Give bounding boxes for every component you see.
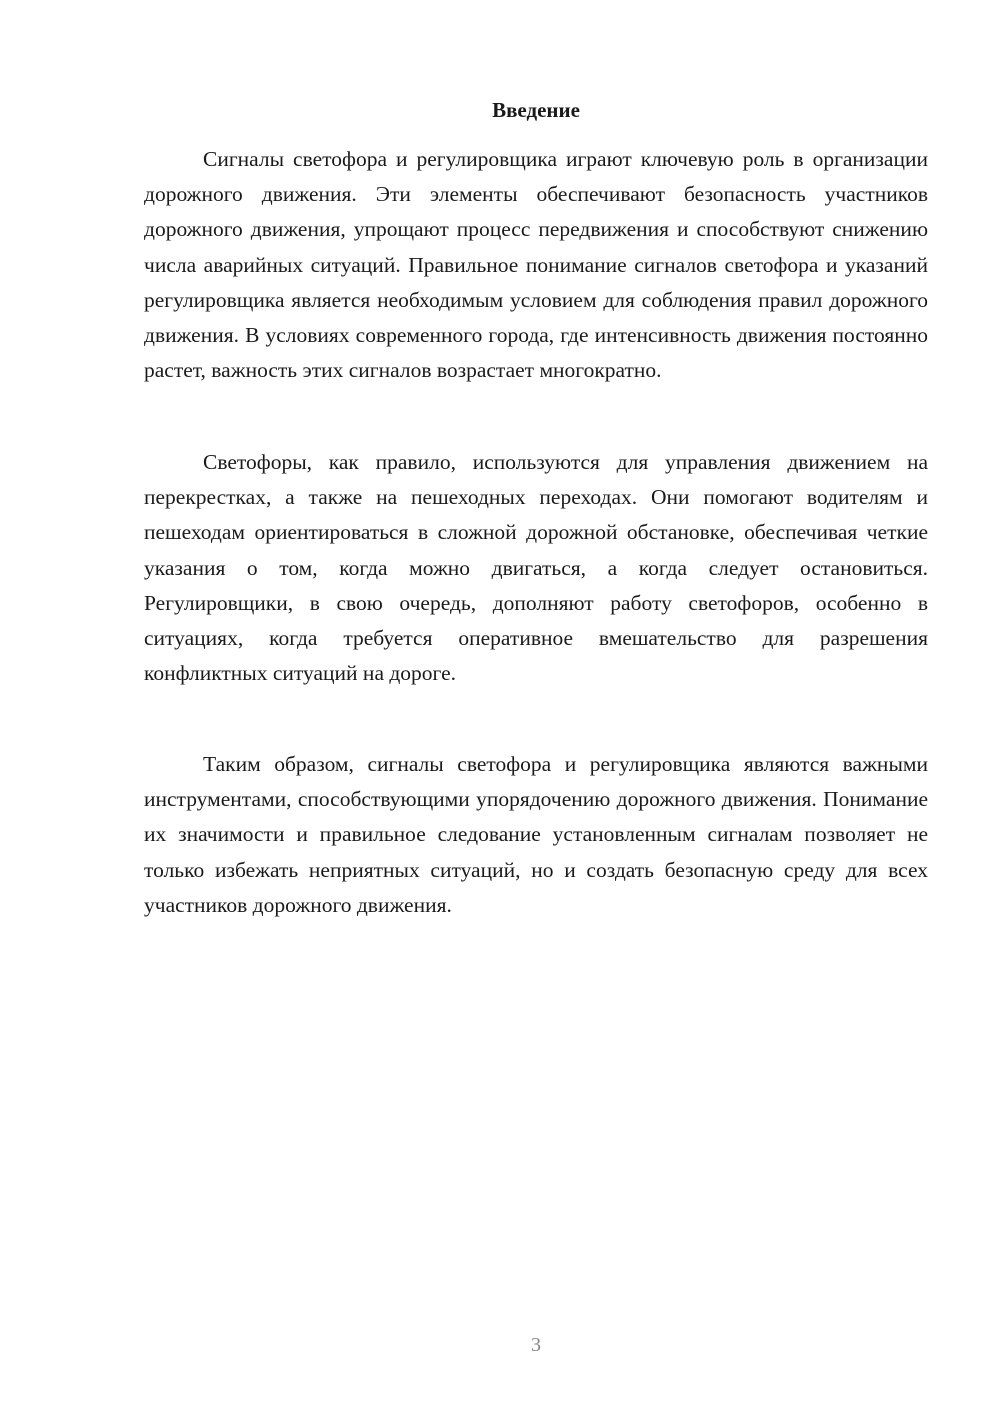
section-title: Введение xyxy=(492,98,580,122)
page-number: 3 xyxy=(531,1334,541,1356)
paragraph-2: Светофоры, как правило, используются для управления движением на перекрестках, а также на пешеходных переходах. Они помогают водителям и пешеходам ориентироваться в сложной дорожной обстановке, обеспечивая четкие указания о том, когда можно двигаться, а когда следует остановиться. Регулировщики, в свою очередь, дополняют работу светофоров, особенно в ситуациях, когда требуется оперативное вмешательство для разрешения конфликтных ситуаций на дороге. xyxy=(144,450,928,686)
paragraph-3: Таким образом, сигналы светофора и регулировщика являются важными инструментами, способствующими упорядочению дорожного движения. Понимание их значимости и правильное следование установленным сигналам позволяет не только избежать неприятных ситуаций, но и создать безопасную среду для всех участников дорожного движения. xyxy=(144,752,928,917)
paragraph-1: Сигналы светофора и регулировщика играют ключевую роль в организации дорожного движения. Эти элементы обеспечивают безопасность участников дорожного движения, упрощают процесс передвижения и способствуют снижению числа аварийных ситуаций. Правильное понимание сигналов светофора и указаний регулировщика является необходимым условием для соблюдения правил дорожного движения. В условиях современного города, где интенсивность движения постоянно растет, важность этих сигналов возрастает многократно. xyxy=(144,147,928,383)
